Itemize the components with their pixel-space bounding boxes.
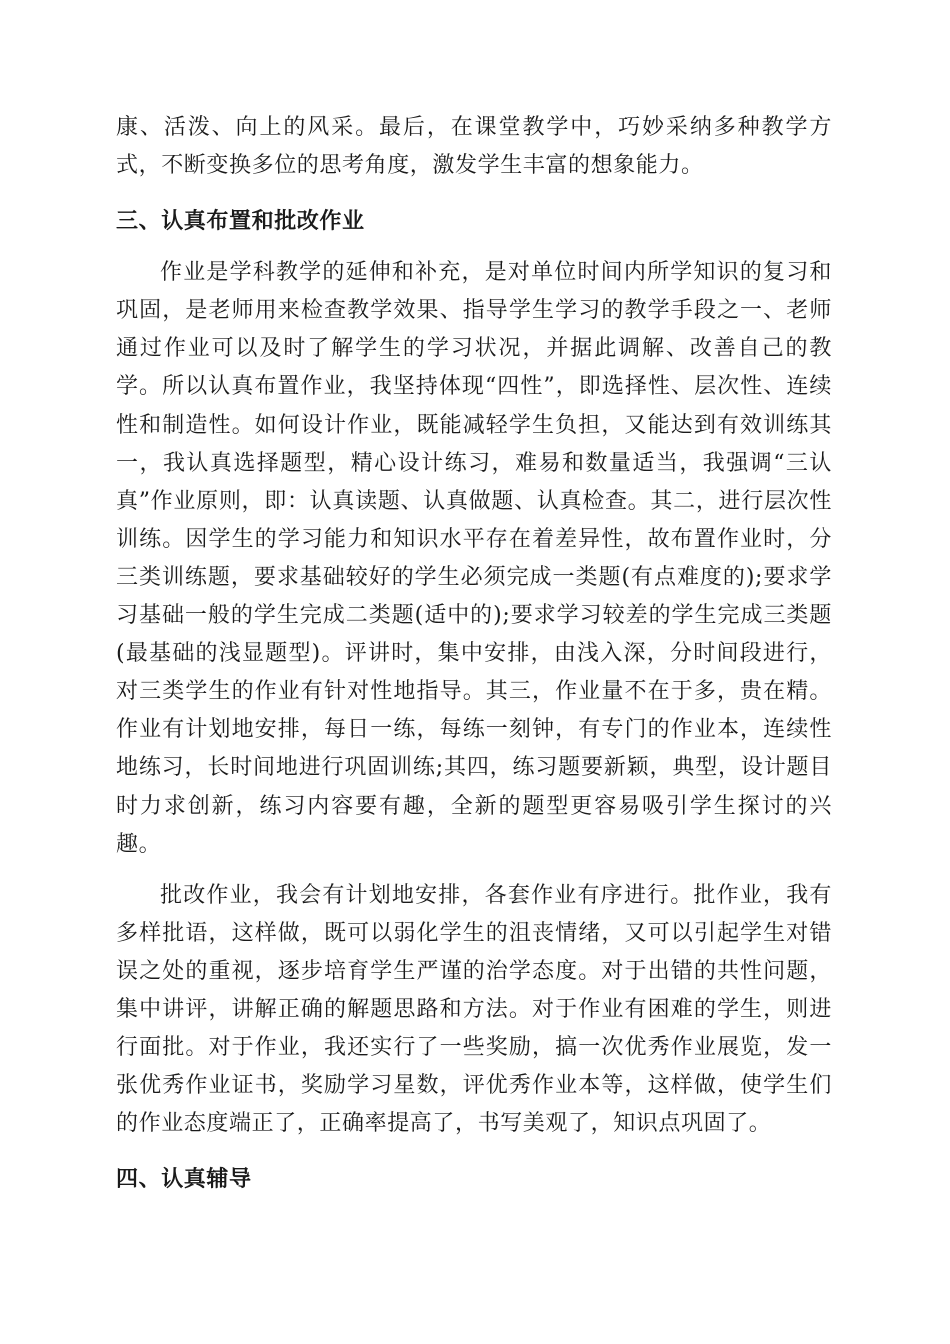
spacer [116, 241, 832, 254]
document-body [116, 109, 832, 1199]
section-3-paragraph-1: 作业是学科教学的延伸和补充，是对单位时间内所学知识的复习和巩固，是老师用来检查教学效果、指导学生学习的教学手段之一、老师通过作业可以及时了解学生的学习状况，并据此调解、改善自己的教学。所以认真布置作业，我坚持体现“四性”，即选择性、层次性、连续性和制造性。如何设计作业，既能减轻学生负担，又能达到有效训练其一，我认真选择题型，精心设计练习，难易和数量适当，我强调“三认真”作业原则，即：认真读题、认真做题、认真检查。其二，进行层次性训练。因学生的学习能力和知识水平存在着差异性，故布置作业时，分三类训练题，要求基础较好的学生必须完成一类题(有点难度的);要求学习基础一般的学生完成二类题(适中的);要求学习较差的学生完成三类题(最基础的浅显题型)。评讲时，集中安排，由浅入深，分时间段进行，对三类学生的作业有针对性地指导。其三，作业量不在于多，贵在精。作业有计划地安排，每日一练，每练一刻钟，有专门的作业本，连续性地练习，长时间地进行巩固训练;其四，练习题要新颖，典型，设计题目时力求创新，练习内容要有趣，全新的题型更容易吸引学生探讨的兴趣。 [116, 260, 832, 857]
spacer [116, 864, 832, 877]
spacer [116, 1143, 832, 1161]
section-3-heading: 三、认真布置和批改作业 [116, 209, 365, 235]
section-4-heading: 四、认真辅导 [116, 1167, 252, 1193]
spacer [116, 185, 832, 203]
intro-paragraph: 康、活泼、向上的风采。最后，在课堂教学中，巧妙采纳多种教学方式，不断变换多位的思考角度，激发学生丰富的想象能力。 [116, 115, 832, 179]
section-3-paragraph-2: 批改作业，我会有计划地安排，各套作业有序进行。批作业，我有多样批语，这样做，既可以弱化学生的沮丧情绪，又可以引起学生对错误之处的重视，逐步培育学生严谨的治学态度。对于出错的共性问题，集中讲评，讲解正确的解题思路和方法。对于作业有困难的学生，则进行面批。对于作业，我还实行了一些奖励，搞一次优秀作业展览，发一张优秀作业证书，奖励学习星数，评优秀作业本等，这样做，使学生们的作业态度端正了，正确率提高了，书写美观了，知识点巩固了。 [116, 882, 832, 1137]
